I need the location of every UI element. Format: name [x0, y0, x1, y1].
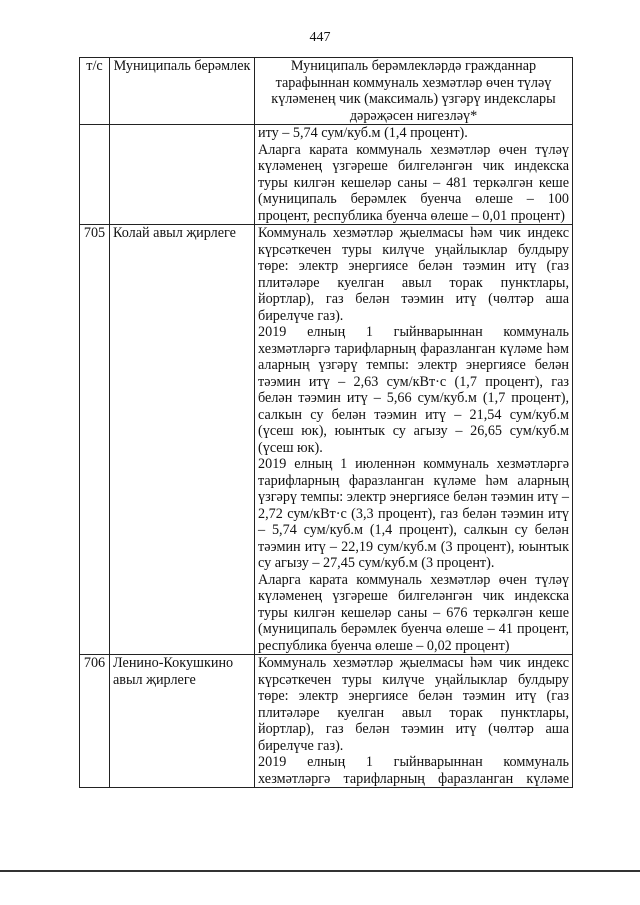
table-header-row: [80, 58, 573, 125]
row-number: 705: [80, 225, 110, 655]
municipality-name: Ленино-Кокушкино авыл җирлеге: [110, 655, 255, 788]
table-row: [80, 225, 573, 655]
justification-cell: [255, 225, 573, 655]
header-number: т/с: [80, 58, 110, 125]
table-row: [80, 125, 573, 225]
paragraph: Коммуналь хезмәтләр җыелмасы һәм чик индекс күрсәткечен туры килүче уңайлыклар булдыру төре: электр энергиясе белән тәэмин итү (газ плитәләре куелган авыл торак пунктлары, йортлар), газ белән тәэмин итү (чөлтәр аша бирелүче газ).: [258, 225, 569, 324]
table-row: [80, 655, 573, 788]
page-bottom-border: [0, 870, 640, 872]
paragraph: Коммуналь хезмәтләр җыелмасы һәм чик индекс күрсәткечен туры килүче уңайлыклар булдыру төре: электр энергиясе белән тәэмин итү (газ плитәләре куелган авыл торак пунктлары, йортлар), газ белән тәэмин итү (чөлтәр аша бирелүче газ).: [258, 655, 569, 754]
page-number: 447: [309, 30, 331, 45]
index-table: [79, 57, 573, 788]
header-municipality: Муниципаль берәмлек: [110, 58, 255, 125]
header-justification: Муниципаль берәмлекләрдә гражданнар тарафыннан коммуналь хезмәтләр өчен түләү күләменең чик (максималь) үзгәрү индекслары дәрәҗәсен нигезләү*: [255, 58, 573, 125]
paragraph: 2019 елның 1 гыйнварыннан коммуналь хезмәтләргә тарифларның фаразланган күләме һәм аларның үзгәрү темпы: электр энергиясе белән тәэмин итү – 2,63 сум/кВт·с (1,7 процент), газ белән тәэмин итү – 5,66 сум/куб.м (1,7 процент), салкын су белән тәэмин итү – 21,54 сум/куб.м (үсеш юк), юынтык су агызу – 26,65 сум/куб.м (үсеш юк).: [258, 324, 569, 456]
paragraph: иту – 5,74 сум/куб.м (1,4 процент).: [258, 125, 468, 141]
paragraph: Аларга карата коммуналь хезмәтләр өчен түләү күләменең үзгәреше билгеләнгән чик индекска туры килгән кешеләр саны – 481 теркәлгән кеше (муниципаль берәмлек буенча өлеше – 100 процент, республика буенча өлеше – 0,01 процент): [258, 141, 569, 224]
paragraph: Аларга карата коммуналь хезмәтләр өчен түләү күләменең үзгәреше билгеләнгән чик индекска туры килгән кешеләр саны – 676 теркәлгән кеше (муниципаль берәмлек буенча өлеше – 41 процент, республика буенча өлеше – 0,02 процент): [258, 571, 569, 654]
justification-cell: [255, 655, 573, 788]
municipality-name: Колай авыл җирлеге: [110, 225, 255, 655]
justification-cell: [255, 125, 573, 225]
paragraph: 2019 елның 1 гыйнварыннан коммуналь хезмәтләргә тарифларның фаразланган күләме: [258, 754, 569, 787]
row-number: 706: [80, 655, 110, 788]
row-number: [80, 125, 110, 225]
municipality-name: [110, 125, 255, 225]
paragraph: 2019 елның 1 июленнән коммуналь хезмәтләргә тарифларның фаразланган күләме һәм аларның үзгәрү темпы: электр энергиясе белән тәэмин итү – 2,72 сум/кВт·с (3,3 процент), газ белән тәэмин итү – 5,74 сум/куб.м (1,4 процент), салкын су белән тәэмин итү – 22,19 сум/куб.м (3 процент), юынтык су агызу – 27,45 сум/куб.м (3 процент).: [258, 456, 569, 571]
